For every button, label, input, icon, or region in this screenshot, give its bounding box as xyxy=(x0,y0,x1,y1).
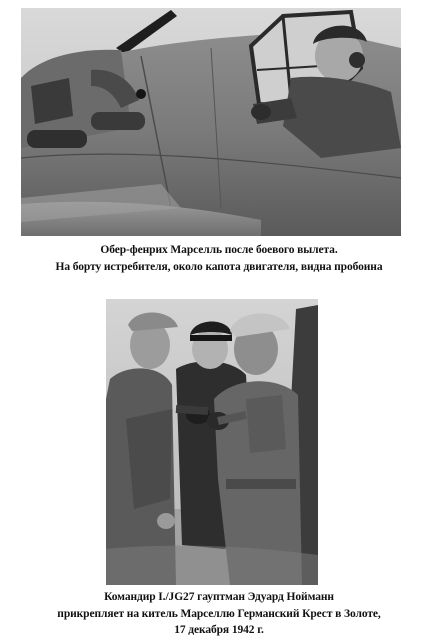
caption-pilot-in-cockpit xyxy=(0,242,438,275)
caption-award-ceremony xyxy=(0,589,438,639)
photo-pilot-in-cockpit-image xyxy=(21,8,401,236)
caption-line: прикрепляет на китель Марселлю Германский Крест в Золоте, xyxy=(57,607,381,620)
photo-pilot-in-cockpit xyxy=(21,8,401,236)
caption-line: На борту истребителя, около капота двигателя, видна пробоина xyxy=(55,260,383,273)
photo-award-ceremony xyxy=(106,299,318,585)
caption-line: Обер-фенрих Марселль после боевого вылета. xyxy=(100,244,338,256)
caption-line: Командир I./JG27 гауптман Эдуард Нойманн xyxy=(104,591,334,603)
caption-line: 17 декабря 1942 г. xyxy=(174,624,264,636)
photo-award-ceremony-image xyxy=(106,299,318,585)
